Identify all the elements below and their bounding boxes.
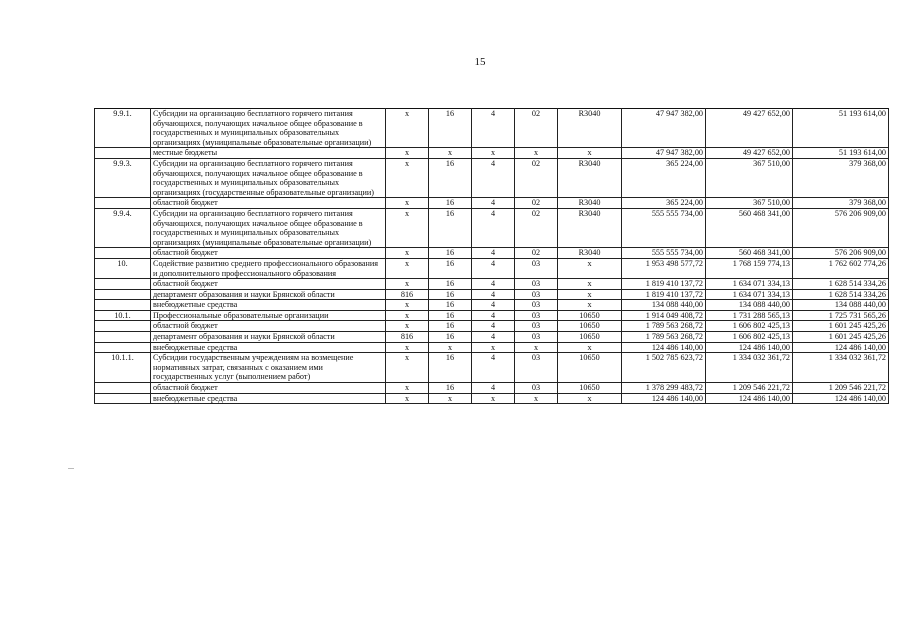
code-cell-4: 02 bbox=[515, 158, 558, 197]
amount-year-1-cell: 1 953 498 577,72 bbox=[622, 258, 706, 278]
code-cell-1: х bbox=[386, 300, 429, 311]
row-name-cell: областной бюджет bbox=[151, 198, 386, 209]
amount-year-3-cell: 134 088 440,00 bbox=[793, 300, 889, 311]
code-cell-3: 4 bbox=[472, 353, 515, 383]
row-number-cell bbox=[95, 300, 151, 311]
code-cell-3: 4 bbox=[472, 248, 515, 259]
amount-year-1-cell: 47 947 382,00 bbox=[622, 109, 706, 148]
amount-year-2-cell: 49 427 652,00 bbox=[706, 109, 793, 148]
table-row bbox=[95, 353, 889, 383]
table-row bbox=[95, 332, 889, 343]
code-cell-4: 03 bbox=[515, 258, 558, 278]
code-cell-2: 16 bbox=[429, 321, 472, 332]
code-cell-3: 4 bbox=[472, 289, 515, 300]
amount-year-3-cell: 51 193 614,00 bbox=[793, 109, 889, 148]
amount-year-1-cell: 555 555 734,00 bbox=[622, 248, 706, 259]
code-cell-4: 03 bbox=[515, 353, 558, 383]
amount-year-3-cell: 124 486 140,00 bbox=[793, 342, 889, 353]
code-cell-3: 4 bbox=[472, 279, 515, 290]
amount-year-1-cell: 1 378 299 483,72 bbox=[622, 383, 706, 394]
code-cell-2: 16 bbox=[429, 310, 472, 321]
table-row bbox=[95, 279, 889, 290]
amount-year-2-cell: 1 634 071 334,13 bbox=[706, 289, 793, 300]
code-cell-3: х bbox=[472, 393, 515, 404]
code-cell-2: 16 bbox=[429, 109, 472, 148]
code-cell-2: 16 bbox=[429, 353, 472, 383]
code-cell-4: 03 bbox=[515, 279, 558, 290]
code-cell-4: х bbox=[515, 342, 558, 353]
code-cell-5: R3040 bbox=[558, 109, 622, 148]
code-cell-1: х bbox=[386, 198, 429, 209]
code-cell-4: 02 bbox=[515, 208, 558, 247]
amount-year-1-cell: 124 486 140,00 bbox=[622, 342, 706, 353]
code-cell-3: 4 bbox=[472, 158, 515, 197]
amount-year-1-cell: 124 486 140,00 bbox=[622, 393, 706, 404]
code-cell-3: 4 bbox=[472, 208, 515, 247]
code-cell-4: 03 bbox=[515, 300, 558, 311]
amount-year-3-cell: 576 206 909,00 bbox=[793, 208, 889, 247]
table-row bbox=[95, 321, 889, 332]
table-body bbox=[95, 109, 889, 404]
amount-year-2-cell: 1 768 159 774,13 bbox=[706, 258, 793, 278]
row-number-cell bbox=[95, 279, 151, 290]
table-row bbox=[95, 393, 889, 404]
amount-year-2-cell: 124 486 140,00 bbox=[706, 393, 793, 404]
table-row bbox=[95, 148, 889, 159]
code-cell-5: х bbox=[558, 300, 622, 311]
code-cell-5: 10650 bbox=[558, 332, 622, 343]
row-number-cell: 9.9.1. bbox=[95, 109, 151, 148]
row-name-cell: департамент образования и науки Брянской области bbox=[151, 289, 386, 300]
row-name-cell: Содействие развитию среднего профессионального образования и дополнительного профессионального образования bbox=[151, 258, 386, 278]
row-number-cell: 10.1.1. bbox=[95, 353, 151, 383]
table-row bbox=[95, 310, 889, 321]
code-cell-2: 16 bbox=[429, 208, 472, 247]
amount-year-1-cell: 1 789 563 268,72 bbox=[622, 332, 706, 343]
amount-year-1-cell: 134 088 440,00 bbox=[622, 300, 706, 311]
table-row bbox=[95, 248, 889, 259]
row-number-cell bbox=[95, 383, 151, 394]
table-row bbox=[95, 158, 889, 197]
table-row bbox=[95, 109, 889, 148]
code-cell-4: х bbox=[515, 393, 558, 404]
row-name-cell: Субсидии на организацию бесплатного горячего питания обучающихся, получающих начальное общее образование в государственных и муниципальных образовательных организациях (государственные образовательные организации) bbox=[151, 158, 386, 197]
code-cell-5: х bbox=[558, 148, 622, 159]
code-cell-1: х bbox=[386, 148, 429, 159]
row-number-cell bbox=[95, 289, 151, 300]
amount-year-2-cell: 49 427 652,00 bbox=[706, 148, 793, 159]
table-row bbox=[95, 258, 889, 278]
code-cell-3: 4 bbox=[472, 332, 515, 343]
row-number-cell bbox=[95, 148, 151, 159]
row-name-cell: Субсидии на организацию бесплатного горячего питания обучающихся, получающих начальное общее образование в государственных и муниципальных образовательных организациях (муниципальные образовательные организации) bbox=[151, 109, 386, 148]
code-cell-5: х bbox=[558, 279, 622, 290]
amount-year-3-cell: 1 209 546 221,72 bbox=[793, 383, 889, 394]
amount-year-3-cell: 124 486 140,00 bbox=[793, 393, 889, 404]
code-cell-5: 10650 bbox=[558, 383, 622, 394]
code-cell-2: 16 bbox=[429, 248, 472, 259]
row-number-cell: 9.9.4. bbox=[95, 208, 151, 247]
amount-year-1-cell: 1 819 410 137,72 bbox=[622, 279, 706, 290]
code-cell-2: 16 bbox=[429, 383, 472, 394]
row-name-cell: областной бюджет bbox=[151, 321, 386, 332]
row-number-cell bbox=[95, 248, 151, 259]
table-row bbox=[95, 383, 889, 394]
code-cell-2: 16 bbox=[429, 332, 472, 343]
row-number-cell bbox=[95, 198, 151, 209]
amount-year-3-cell: 1 725 731 565,26 bbox=[793, 310, 889, 321]
amount-year-1-cell: 1 789 563 268,72 bbox=[622, 321, 706, 332]
amount-year-1-cell: 1 502 785 623,72 bbox=[622, 353, 706, 383]
row-name-cell: Профессиональные образовательные организации bbox=[151, 310, 386, 321]
code-cell-1: 816 bbox=[386, 332, 429, 343]
code-cell-4: х bbox=[515, 148, 558, 159]
code-cell-5: 10650 bbox=[558, 321, 622, 332]
code-cell-5: R3040 bbox=[558, 158, 622, 197]
code-cell-5: R3040 bbox=[558, 248, 622, 259]
code-cell-3: 4 bbox=[472, 300, 515, 311]
row-name-cell: Субсидии государственным учреждениям на возмещение нормативных затрат, связанных с оказанием ими государственных услуг (выполнением работ) bbox=[151, 353, 386, 383]
code-cell-4: 02 bbox=[515, 198, 558, 209]
row-number-cell: 10. bbox=[95, 258, 151, 278]
code-cell-1: х bbox=[386, 342, 429, 353]
amount-year-3-cell: 1 762 602 774,26 bbox=[793, 258, 889, 278]
code-cell-1: х bbox=[386, 383, 429, 394]
amount-year-3-cell: 1 601 245 425,26 bbox=[793, 332, 889, 343]
code-cell-3: 4 bbox=[472, 383, 515, 394]
code-cell-5: х bbox=[558, 393, 622, 404]
amount-year-3-cell: 51 193 614,00 bbox=[793, 148, 889, 159]
amount-year-3-cell: 1 628 514 334,26 bbox=[793, 279, 889, 290]
code-cell-1: х bbox=[386, 248, 429, 259]
code-cell-3: х bbox=[472, 342, 515, 353]
code-cell-2: х bbox=[429, 148, 472, 159]
code-cell-4: 02 bbox=[515, 248, 558, 259]
code-cell-5: х bbox=[558, 289, 622, 300]
code-cell-4: 03 bbox=[515, 332, 558, 343]
code-cell-2: х bbox=[429, 393, 472, 404]
code-cell-5: х bbox=[558, 342, 622, 353]
row-name-cell: Субсидии на организацию бесплатного горячего питания обучающихся, получающих начальное общее образование в государственных и муниципальных образовательных организациях (муниципальные образовательные организации) bbox=[151, 208, 386, 247]
amount-year-1-cell: 555 555 734,00 bbox=[622, 208, 706, 247]
table-row bbox=[95, 198, 889, 209]
amount-year-2-cell: 560 468 341,00 bbox=[706, 208, 793, 247]
code-cell-5: 10650 bbox=[558, 310, 622, 321]
amount-year-2-cell: 124 486 140,00 bbox=[706, 342, 793, 353]
code-cell-3: 4 bbox=[472, 321, 515, 332]
code-cell-3: х bbox=[472, 148, 515, 159]
amount-year-1-cell: 365 224,00 bbox=[622, 198, 706, 209]
row-name-cell: внебюджетные средства bbox=[151, 300, 386, 311]
amount-year-2-cell: 367 510,00 bbox=[706, 198, 793, 209]
code-cell-5: х bbox=[558, 258, 622, 278]
code-cell-5: 10650 bbox=[558, 353, 622, 383]
code-cell-5: R3040 bbox=[558, 208, 622, 247]
amount-year-3-cell: 1 334 032 361,72 bbox=[793, 353, 889, 383]
code-cell-1: х bbox=[386, 353, 429, 383]
code-cell-2: 16 bbox=[429, 258, 472, 278]
page-number: 15 bbox=[474, 56, 486, 68]
code-cell-1: х bbox=[386, 310, 429, 321]
amount-year-3-cell: 379 368,00 bbox=[793, 198, 889, 209]
code-cell-1: х bbox=[386, 393, 429, 404]
amount-year-2-cell: 1 334 032 361,72 bbox=[706, 353, 793, 383]
code-cell-3: 4 bbox=[472, 310, 515, 321]
margin-mark bbox=[68, 468, 74, 469]
code-cell-4: 03 bbox=[515, 383, 558, 394]
row-number-cell bbox=[95, 342, 151, 353]
code-cell-1: х bbox=[386, 208, 429, 247]
code-cell-2: 16 bbox=[429, 198, 472, 209]
amount-year-1-cell: 1 914 049 408,72 bbox=[622, 310, 706, 321]
amount-year-1-cell: 365 224,00 bbox=[622, 158, 706, 197]
code-cell-2: 16 bbox=[429, 300, 472, 311]
row-name-cell: областной бюджет bbox=[151, 279, 386, 290]
amount-year-2-cell: 560 468 341,00 bbox=[706, 248, 793, 259]
row-number-cell bbox=[95, 332, 151, 343]
row-name-cell: департамент образования и науки Брянской области bbox=[151, 332, 386, 343]
row-name-cell: областной бюджет bbox=[151, 383, 386, 394]
code-cell-3: 4 bbox=[472, 258, 515, 278]
row-number-cell: 9.9.3. bbox=[95, 158, 151, 197]
table-row bbox=[95, 208, 889, 247]
table-row bbox=[95, 300, 889, 311]
row-number-cell bbox=[95, 321, 151, 332]
code-cell-3: 4 bbox=[472, 198, 515, 209]
row-number-cell bbox=[95, 393, 151, 404]
code-cell-2: 16 bbox=[429, 289, 472, 300]
amount-year-2-cell: 1 606 802 425,13 bbox=[706, 332, 793, 343]
code-cell-3: 4 bbox=[472, 109, 515, 148]
amount-year-3-cell: 1 601 245 425,26 bbox=[793, 321, 889, 332]
code-cell-2: 16 bbox=[429, 279, 472, 290]
code-cell-2: 16 bbox=[429, 158, 472, 197]
table-row bbox=[95, 342, 889, 353]
table-row bbox=[95, 289, 889, 300]
code-cell-4: 03 bbox=[515, 310, 558, 321]
row-number-cell: 10.1. bbox=[95, 310, 151, 321]
code-cell-4: 03 bbox=[515, 289, 558, 300]
amount-year-2-cell: 1 209 546 221,72 bbox=[706, 383, 793, 394]
amount-year-1-cell: 1 819 410 137,72 bbox=[622, 289, 706, 300]
code-cell-1: 816 bbox=[386, 289, 429, 300]
amount-year-2-cell: 1 634 071 334,13 bbox=[706, 279, 793, 290]
code-cell-1: х bbox=[386, 279, 429, 290]
code-cell-4: 02 bbox=[515, 109, 558, 148]
code-cell-1: х bbox=[386, 109, 429, 148]
code-cell-5: R3040 bbox=[558, 198, 622, 209]
code-cell-1: х bbox=[386, 258, 429, 278]
row-name-cell: местные бюджеты bbox=[151, 148, 386, 159]
amount-year-3-cell: 576 206 909,00 bbox=[793, 248, 889, 259]
code-cell-1: х bbox=[386, 158, 429, 197]
amount-year-2-cell: 1 606 802 425,13 bbox=[706, 321, 793, 332]
amount-year-3-cell: 1 628 514 334,26 bbox=[793, 289, 889, 300]
row-name-cell: внебюджетные средства bbox=[151, 393, 386, 404]
amount-year-2-cell: 134 088 440,00 bbox=[706, 300, 793, 311]
row-name-cell: областной бюджет bbox=[151, 248, 386, 259]
code-cell-1: х bbox=[386, 321, 429, 332]
code-cell-4: 03 bbox=[515, 321, 558, 332]
row-name-cell: внебюджетные средства bbox=[151, 342, 386, 353]
code-cell-2: х bbox=[429, 342, 472, 353]
amount-year-3-cell: 379 368,00 bbox=[793, 158, 889, 197]
budget-table bbox=[94, 108, 889, 404]
amount-year-1-cell: 47 947 382,00 bbox=[622, 148, 706, 159]
amount-year-2-cell: 367 510,00 bbox=[706, 158, 793, 197]
amount-year-2-cell: 1 731 288 565,13 bbox=[706, 310, 793, 321]
